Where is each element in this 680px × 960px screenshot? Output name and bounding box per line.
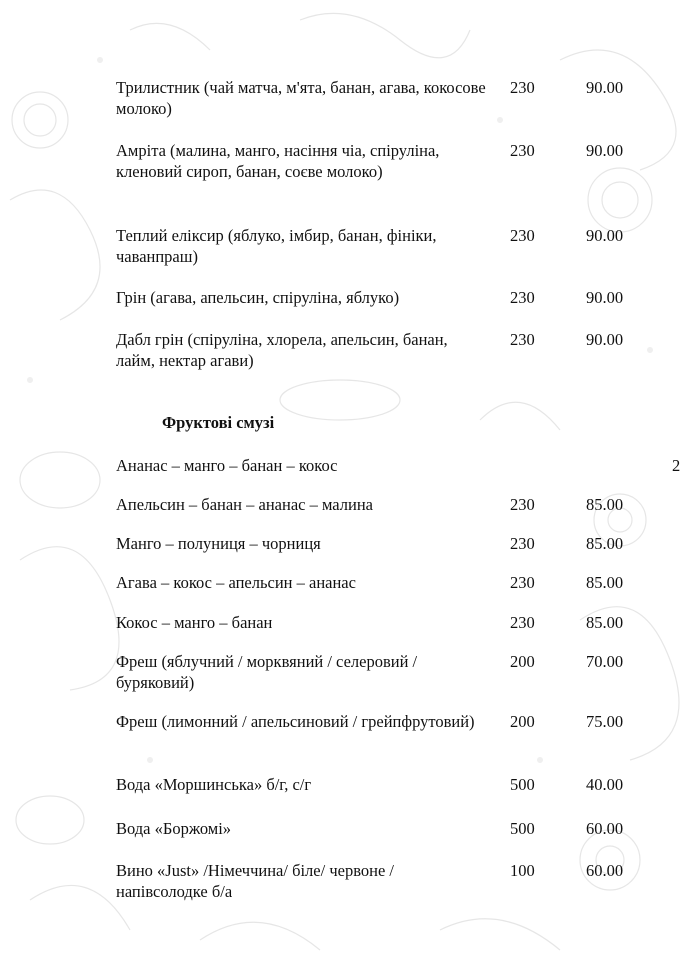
menu-item-cut-off-value: 2	[672, 456, 680, 475]
menu-item-name: Дабл грін (спіруліна, хлорела, апельсин, банан, лайм, нектар агави)	[116, 330, 448, 370]
menu-item-volume: 200	[510, 652, 535, 671]
menu-item-price: 90.00	[586, 288, 624, 307]
menu-item-volume: 100	[510, 861, 535, 880]
menu-item-price: 85.00	[586, 573, 624, 592]
menu-item-volume: 500	[510, 775, 535, 794]
menu-item-price: 90.00	[586, 141, 624, 160]
menu-item-price: 85.00	[586, 613, 624, 632]
menu-item-volume: 230	[510, 330, 535, 349]
menu-item-name: Грін (агава, апельсин, спіруліна, яблуко)	[116, 288, 400, 307]
menu-item-name: Фреш (лимонний / апельсиновий / грейпфрутовий)	[116, 712, 475, 731]
menu-item-price: 60.00	[586, 819, 624, 838]
menu-item-name: Манго – полуниця – чорниця	[116, 534, 321, 553]
menu-item-name: Ананас – манго – банан – кокос	[116, 456, 338, 475]
section-heading-fruit-smoothies: Фруктові смузі	[162, 413, 275, 432]
menu-item-price: 85.00	[586, 495, 624, 514]
menu-item-volume: 230	[510, 573, 535, 592]
menu-item-name: Апельсин – банан – ананас – малина	[116, 495, 373, 514]
menu-item-name: Вода «Моршинська» б/г, с/г	[116, 775, 312, 794]
menu-item-price: 40.00	[586, 775, 624, 794]
menu-item-volume: 230	[510, 534, 535, 553]
menu-item-price: 90.00	[586, 226, 624, 245]
menu-item-name: Кокос – манго – банан	[116, 613, 273, 632]
menu-item-name: Теплий еліксир (яблуко, імбир, банан, фініки, чаванпраш)	[116, 226, 437, 266]
menu-item-volume: 500	[510, 819, 535, 838]
menu-item-price: 85.00	[586, 534, 624, 553]
menu-item-volume: 200	[510, 712, 535, 731]
menu-item-volume: 230	[510, 288, 535, 307]
menu-item-volume: 230	[510, 495, 535, 514]
menu-item-name: Амріта (малина, манго, насіння чіа, спіруліна, кленовий сироп, банан, соєве молоко)	[116, 141, 440, 181]
menu-item-price: 90.00	[586, 78, 624, 97]
menu-item-volume: 230	[510, 613, 535, 632]
menu-item-volume: 230	[510, 141, 535, 160]
menu-item-name: Вино «Just» /Німеччина/ біле/ червоне / напівсолодке б/а	[116, 861, 394, 901]
menu-item-price: 60.00	[586, 861, 624, 880]
menu-item-volume: 230	[510, 226, 535, 245]
menu-item-name: Трилистник (чай матча, м'ята, банан, агава, кокосове молоко)	[116, 78, 486, 118]
menu-item-price: 90.00	[586, 330, 624, 349]
menu-item-price: 75.00	[586, 712, 624, 731]
menu-item-name: Агава – кокос – апельсин – ананас	[116, 573, 356, 592]
menu-item-name: Вода «Боржомі»	[116, 819, 232, 838]
menu-item-name: Фреш (яблучний / морквяний / селеровий / буряковий)	[116, 652, 418, 692]
menu-item-price: 70.00	[586, 652, 624, 671]
menu-item-volume: 230	[510, 78, 535, 97]
